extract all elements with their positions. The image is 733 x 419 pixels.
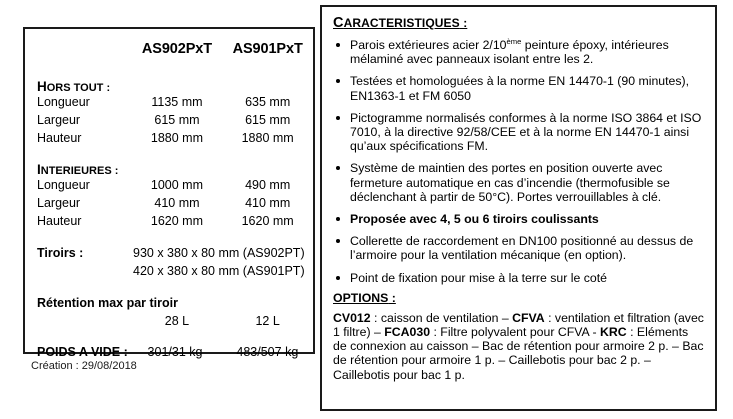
caracteristiques-title-first: C	[333, 15, 344, 31]
interieures-label: INTERIEURES :	[37, 162, 119, 177]
table-row	[25, 114, 313, 127]
row-value-col1: 615 mm	[154, 113, 200, 127]
row-value-col1: 1135 mm	[151, 95, 203, 109]
bullet-text-pre: Parois extérieures acier 2/10	[350, 38, 507, 52]
bullet-icon	[336, 217, 340, 221]
list-item	[333, 234, 705, 262]
row-value-col1: 1000 mm	[150, 178, 204, 192]
table-row	[25, 179, 313, 192]
caracteristiques-panel	[320, 5, 717, 411]
bullet-text-pre: Testées et homologuées à la norme EN 14470-1 (90 minutes), EN1363-1 et FM 6050	[350, 74, 690, 103]
model-header-row	[25, 43, 313, 56]
row-value-col1: 1620 mm	[150, 214, 204, 228]
row-value-col2: 1620 mm	[241, 214, 294, 228]
option-code-krc: KRC	[600, 325, 627, 340]
option-text-2: : ventilation et filtration (avec 1 filtre) –	[333, 310, 704, 340]
option-text-3: : Filtre polyvalent pour CFVA -	[430, 325, 601, 340]
table-row	[25, 197, 313, 210]
retention-value-col1: 28 L	[164, 314, 190, 328]
poids-value-col2: 483/507 kg	[236, 345, 299, 359]
poids-value-col1: 301/31 kg	[147, 345, 203, 359]
row-label: Largeur	[37, 196, 81, 210]
table-row	[25, 215, 313, 228]
list-item	[333, 111, 705, 154]
model-column-2-header: AS901PxT	[232, 41, 303, 57]
retention-label: Rétention max par tiroir	[37, 296, 178, 310]
row-value-col2: 635 mm	[245, 95, 291, 109]
options-body	[333, 311, 705, 382]
list-item	[333, 271, 705, 285]
row-value-col2: 1880 mm	[241, 131, 294, 145]
list-item	[333, 74, 705, 102]
bullet-superscript: ème	[506, 36, 522, 46]
creation-date: Création : 29/08/2018	[31, 360, 137, 372]
option-text-1: : caisson de ventilation –	[370, 310, 513, 325]
tiroirs-value-line-1: 930 x 380 x 80 mm (AS902PT)	[133, 246, 305, 260]
caracteristiques-title-rest: ARACTERISTIQUES	[343, 16, 460, 30]
bullet-icon	[336, 166, 340, 170]
caracteristiques-title-colon: :	[459, 16, 468, 30]
section-heading-hors-tout	[25, 80, 313, 95]
retention-values-row	[25, 315, 313, 328]
option-code-cfva: CFVA	[512, 310, 545, 325]
section-heading-interieures	[25, 163, 313, 178]
options-title-text: OPTIONS	[333, 290, 389, 305]
bullet-text-post: peinture époxy, intérieures mélaminé avec panneaux isolant entre les 2.	[350, 38, 669, 67]
bullet-icon	[336, 79, 340, 83]
specifications-panel	[23, 27, 315, 359]
bullet-text-pre: Système de maintien des portes en position ouverte avec fermeture automatique en cas d’incendie (thermofusible se déclenchant à partir de 50°C). Portes verrouillables à clé.	[350, 161, 670, 204]
row-label: Hauteur	[37, 131, 82, 145]
bullet-text-pre: Collerette de raccordement en DN100 positionné au dessus de l’armoire pour la ventilation mécanique (en option).	[350, 234, 694, 263]
tiroirs-row-1	[25, 247, 313, 260]
tiroirs-label: Tiroirs :	[37, 246, 84, 260]
caracteristiques-title	[333, 15, 705, 31]
row-value-col2: 490 mm	[245, 178, 291, 192]
row-label: Longueur	[37, 95, 90, 109]
tiroirs-value-line-2: 420 x 380 x 80 mm (AS901PT)	[133, 264, 305, 278]
bullet-icon	[336, 43, 340, 47]
list-item	[333, 161, 705, 204]
tiroirs-row-2	[25, 265, 313, 278]
bullet-icon	[336, 239, 340, 243]
bullet-text-pre: Pictogramme normalisés conformes à la norme ISO 3864 et ISO 7010, à la directive 92/58/CEE et à la norme EN 14470-1 ainsi qu’aux spécifications FM.	[350, 110, 702, 154]
poids-row	[25, 346, 313, 359]
poids-label: POIDS A VIDE :	[37, 345, 128, 359]
row-value-col2: 615 mm	[245, 113, 291, 127]
option-code-cv012: CV012	[333, 310, 371, 325]
specifications-panel-inner	[25, 29, 313, 359]
bullet-icon	[336, 276, 340, 280]
options-title	[333, 291, 705, 305]
row-value-col1: 410 mm	[154, 196, 200, 210]
table-row	[25, 96, 313, 109]
row-value-col1: 1880 mm	[150, 131, 204, 145]
list-item	[333, 38, 705, 66]
option-code-fca030: FCA030	[384, 325, 431, 340]
row-label: Hauteur	[37, 214, 82, 228]
model-column-1-header: AS902PxT	[141, 41, 213, 57]
option-text-4: : Eléments de connexion au caisson – Bac de rétention pour armoire 2 p. – Bac de rétention pour armoire 1 p. – Caillebotis pour bac 2 p. – Caillebotis pour bac 1 p.	[333, 325, 704, 382]
retention-heading-row	[25, 297, 313, 310]
row-value-col2: 410 mm	[245, 196, 291, 210]
bullet-icon	[336, 116, 340, 120]
bullet-text-pre: Point de fixation pour mise à la terre sur le coté	[350, 270, 607, 285]
retention-value-col2: 12 L	[255, 314, 280, 328]
list-item	[333, 212, 705, 226]
row-label: Largeur	[37, 113, 81, 127]
options-title-colon: :	[388, 290, 396, 305]
caracteristiques-bullet-list	[333, 38, 705, 285]
bullet-text-pre: Proposée avec 4, 5 ou 6 tiroirs coulissants	[350, 212, 599, 227]
hors-tout-label: HORS TOUT :	[37, 79, 111, 94]
row-label: Longueur	[37, 178, 90, 192]
table-row	[25, 132, 313, 145]
